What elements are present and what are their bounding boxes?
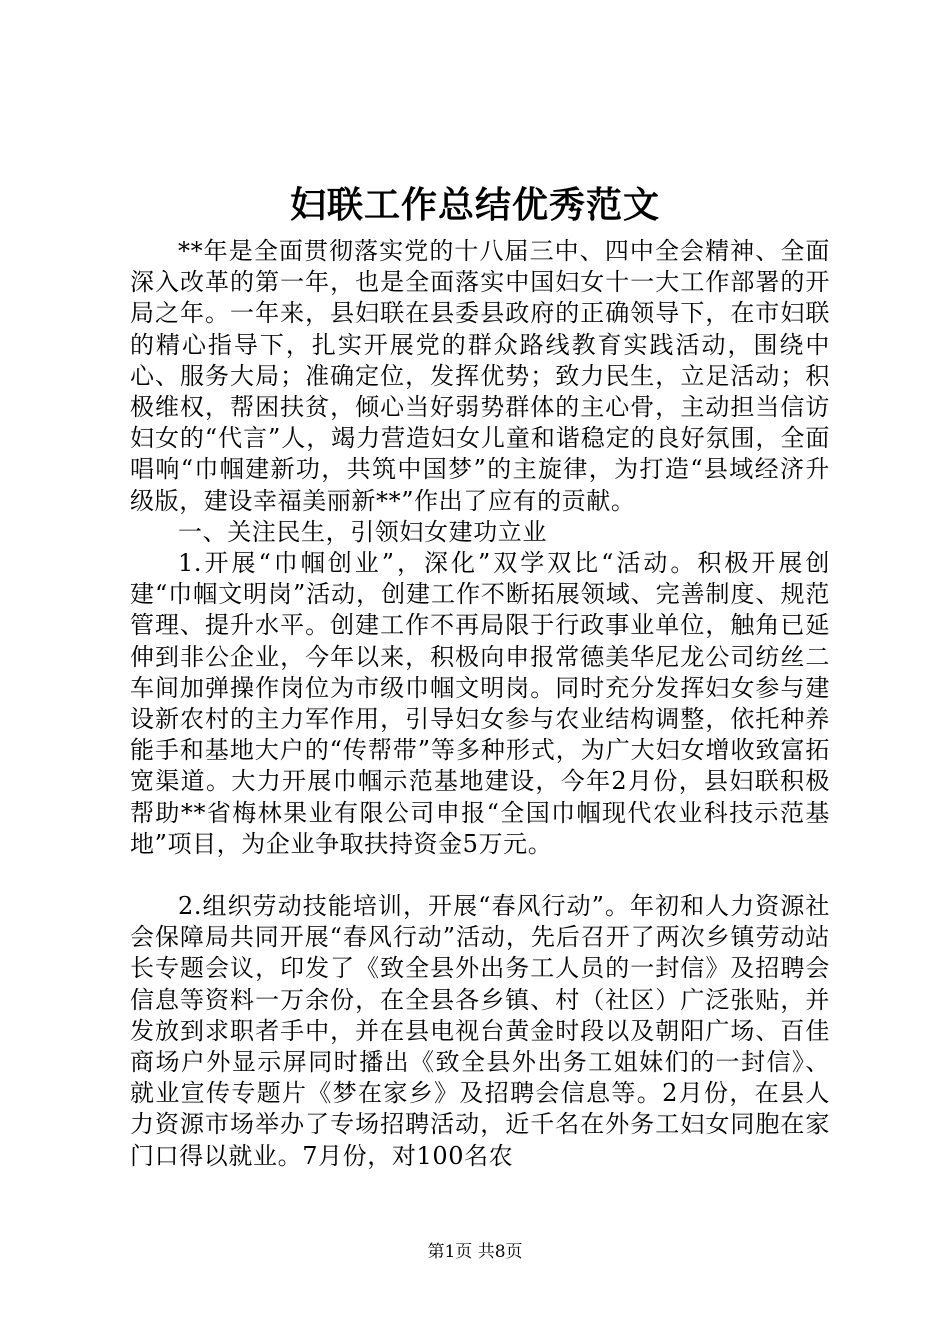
paragraph-item-1: 1.开展“巾帼创业”，深化”双学双比“活动。积极开展创建“巾帼文明岗”活动，创建工作不断拓展领域、完善制度、规范管理、提升水平。创建工作不再局限于行政事业单位，触角已延伸到非公企业，今年以来，积极向申报常德美华尼龙公司纺丝二车间加弹操作岗位为市级巾帼文明岗。同时充分发挥妇女参与建设新农村的主力军作用，引导妇女参与农业结构调整，依托种养能手和基地大户的“传帮带”等多种形式，为广大妇女增收致富拓宽渠道。大力开展巾帼示范基地建设，今年2月份，县妇联积极帮助**省梅林果业有限公司申报“全国巾帼现代农业科技示范基地”项目，为企业争取扶持资金5万元。 <box>130 549 830 858</box>
document-body <box>130 236 830 1172</box>
page-footer: 第1页 共8页 <box>427 1242 523 1262</box>
intro-paragraph: **年是全面贯彻落实党的十八届三中、四中全会精神、全面深入改革的第一年，也是全面落实中国妇女十一大工作部署的开局之年。一年来，县妇联在县委县政府的正确领导下，在市妇联的精心指导下，扎实开展党的群众路线教育实践活动，围绕中心、服务大局；准确定位，发挥优势；致力民生，立足活动；积极维权，帮困扶贫，倾心当好弱势群体的主心骨，主动担当信访妇女的“代言”人，竭力营造妇女儿童和谐稳定的良好氛围，全面唱响“巾帼建新功，共筑中国梦”的主旋律，为打造“县域经济升级版，建设幸福美丽新**”作出了应有的贡献。 <box>130 237 830 515</box>
document-title: 妇联工作总结优秀范文 <box>289 184 660 226</box>
paragraph-item-2: 2.组织劳动技能培训，开展“春风行动”。年初和人力资源社会保障局共同开展“春风行动”活动，先后召开了两次乡镇劳动站长专题会议，印发了《致全县外出务工人员的一封信》及招聘会信息等资料一万余份，在全县各乡镇、村（社区）广泛张贴，并发放到求职者手中，并在县电视台黄金时段以及朝阳广场、百佳商场户外显示屏同时播出《致全县外出务工姐妹们的一封信》、就业宣传专题片《梦在家乡》及招聘会信息等。2月份，在县人力资源市场举办了专场招聘活动，近千名在外务工妇女同胞在家门口得以就业。7月份，对100名农 <box>130 892 830 1170</box>
section-heading: 一、关注民生，引领妇女建功立业 <box>178 517 547 546</box>
